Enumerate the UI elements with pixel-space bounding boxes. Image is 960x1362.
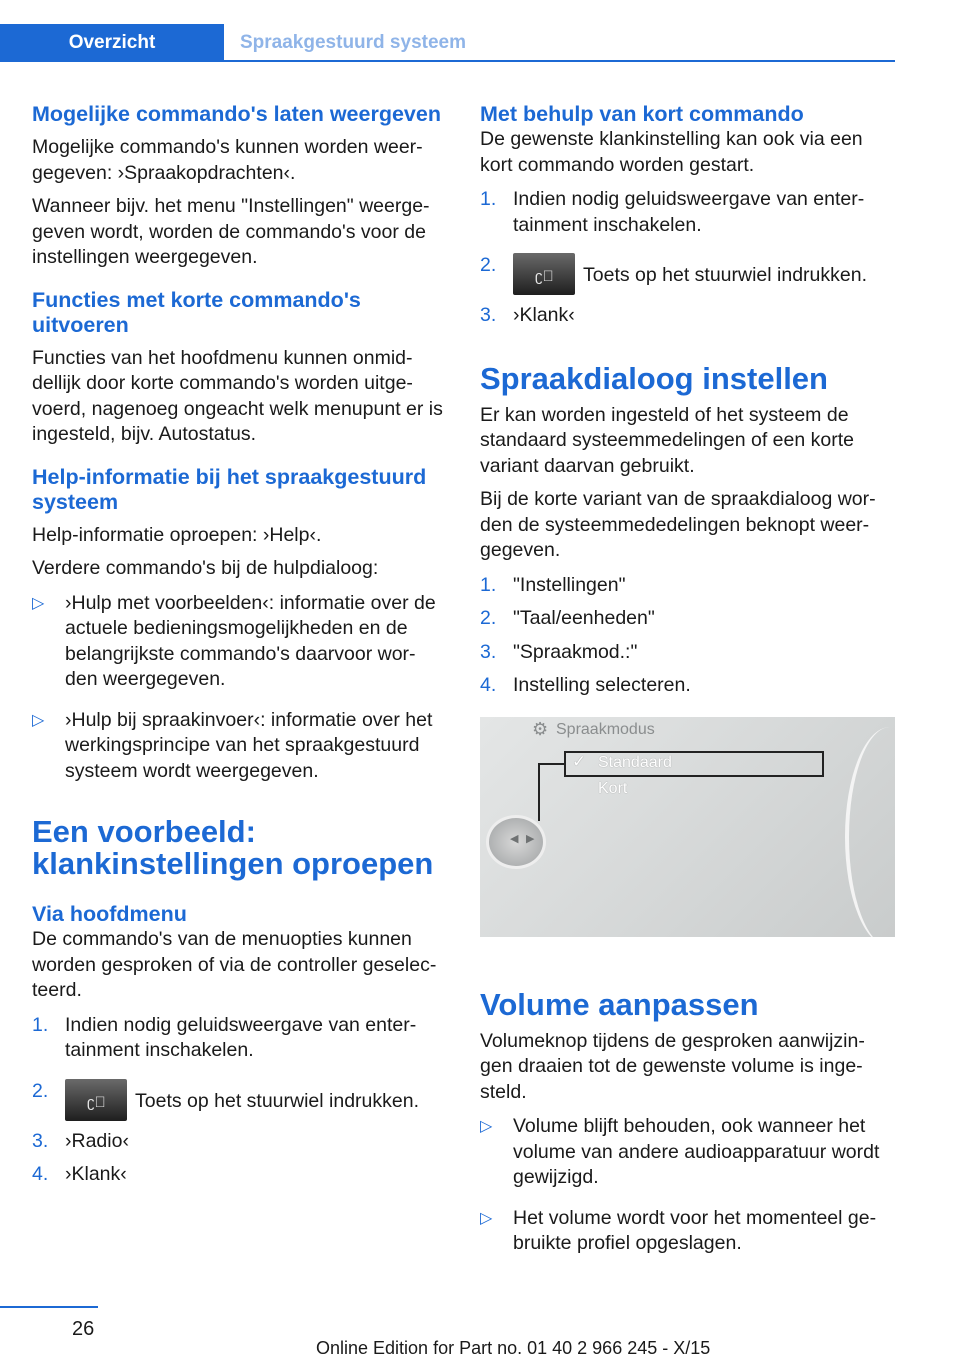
step-number: 3. bbox=[32, 1129, 49, 1152]
paragraph: De commando's van de menuopties kunnen worden gesproken of via de controller geselec-teerd. bbox=[32, 928, 437, 1001]
step-text: ›Radio‹ bbox=[65, 1129, 129, 1152]
step-number: 2. bbox=[32, 1079, 49, 1102]
step-text: Indien nodig geluidsweergave van enter-tainment inschakelen. bbox=[65, 1013, 417, 1061]
voice-command-button-icon: ʗ⃨ bbox=[65, 1079, 127, 1121]
heading-commands: Mogelijke commando's laten weergeven bbox=[32, 102, 441, 126]
step-text-wrapper bbox=[513, 253, 895, 295]
paragraph: Verdere commando's bij de hulpdialoog: bbox=[32, 557, 379, 579]
steps-short-command bbox=[480, 187, 895, 329]
step-number: 2. bbox=[480, 607, 497, 629]
step-number: 4. bbox=[480, 674, 497, 696]
arrow-left-icon: ◀ bbox=[510, 832, 519, 845]
steps-main-menu bbox=[32, 1013, 447, 1188]
step-number: 1. bbox=[32, 1013, 49, 1036]
list-item bbox=[32, 1129, 447, 1155]
step-text: "Instellingen" bbox=[513, 573, 626, 596]
list-item bbox=[480, 187, 895, 238]
heading-short-command: Met behulp van kort commando bbox=[480, 102, 804, 126]
list-item-text: Het volume wordt voor het momenteel ge-bruikte profiel opgeslagen. bbox=[513, 1206, 877, 1254]
heading-example: Een voorbeeld: klankinstellingen oproepen bbox=[32, 814, 434, 881]
left-column bbox=[32, 102, 447, 1196]
callout-line bbox=[538, 763, 566, 765]
list-item bbox=[480, 253, 895, 295]
voice-command-button-icon: ʗ⃨ bbox=[513, 253, 575, 295]
step-text: Toets op het stuurwiel indrukken. bbox=[135, 1089, 419, 1112]
paragraph: De gewenste klankinstelling kan ook via een kort commando worden gestart. bbox=[480, 128, 863, 176]
paragraph: Bij de korte variant van de spraakdialoog wor-den de systeemmededelingen beknopt weer-gegeven. bbox=[480, 488, 876, 561]
checkmark-icon: ✓ bbox=[572, 751, 587, 771]
step-number: 3. bbox=[480, 640, 497, 663]
step-text: "Spraakmod.:" bbox=[513, 640, 638, 663]
paragraph: Volumeknop tijdens de gesproken aanwijzin-gen draaien tot de gewenste volume is inge-steld. bbox=[480, 1029, 865, 1103]
arrow-right-icon: ▶ bbox=[526, 832, 535, 845]
step-text: Toets op het stuurwiel indrukken. bbox=[583, 264, 867, 286]
list-item bbox=[480, 303, 895, 329]
heading-voice-dialog: Spraakdialoog instellen bbox=[480, 360, 828, 396]
heading-short-commands: Functies met korte commando's uitvoeren bbox=[32, 287, 361, 337]
step-number: 1. bbox=[480, 573, 497, 596]
list-item bbox=[480, 673, 895, 699]
screen-option: Kort bbox=[598, 779, 628, 797]
step-text: ›Klank‹ bbox=[513, 304, 575, 326]
list-item bbox=[480, 573, 895, 599]
step-text: Indien nodig geluidsweergave van enter-tainment inschakelen. bbox=[513, 188, 865, 236]
list-item-text: ›Hulp bij spraakinvoer‹: informatie over het werkingsprincipe van het spraakgestuurd systeem wordt weergegeven. bbox=[65, 708, 433, 782]
step-text-wrapper bbox=[65, 1079, 447, 1121]
footer-divider bbox=[0, 1306, 98, 1308]
step-text: Instelling selecteren. bbox=[513, 674, 691, 696]
triangle-bullet-icon: ▷ bbox=[32, 594, 45, 612]
heading-volume: Volume aanpassen bbox=[480, 986, 759, 1022]
list-item bbox=[32, 708, 447, 785]
right-column bbox=[480, 102, 895, 1265]
triangle-bullet-icon: ▷ bbox=[480, 1209, 493, 1227]
step-number: 1. bbox=[480, 188, 497, 210]
step-text: ›Klank‹ bbox=[65, 1163, 127, 1185]
screen-title: Spraakmodus bbox=[556, 720, 655, 738]
screen-option-selected: Standaard bbox=[598, 753, 672, 771]
list-item bbox=[480, 640, 895, 666]
list-item bbox=[480, 1114, 895, 1191]
step-text: "Taal/eenheden" bbox=[513, 607, 655, 629]
list-item-text: ›Hulp met voorbeelden‹: informatie over de actuele bedieningsmogelijkheden en de belangrijkste commando's daarvoor wor-den weergegeven. bbox=[65, 591, 436, 690]
list-item bbox=[32, 1079, 447, 1121]
paragraph: Er kan worden ingesteld of het systeem de standaard systeemmedelingen of een korte variant daarvan gebruikt. bbox=[480, 403, 854, 477]
heading-main-menu: Via hoofdmenu bbox=[32, 902, 187, 926]
paragraph: Mogelijke commando's kunnen worden weer-gegeven: ›Spraakopdrachten‹. bbox=[32, 136, 423, 184]
heading-help: Help-informatie bij het spraakgestuurd systeem bbox=[32, 464, 427, 514]
volume-bullet-list bbox=[480, 1114, 895, 1257]
help-bullet-list bbox=[32, 591, 447, 785]
triangle-bullet-icon: ▷ bbox=[32, 711, 45, 729]
list-item bbox=[32, 1162, 447, 1188]
steps-voice-dialog bbox=[480, 573, 895, 699]
step-number: 3. bbox=[480, 304, 497, 326]
header-bar bbox=[0, 24, 895, 62]
list-item-text: Volume blijft behouden, ook wanneer het volume van andere audioapparatuur wordt gewijzigd. bbox=[513, 1115, 880, 1188]
paragraph: Wanneer bijv. het menu "Instellingen" weerge-geven wordt, worden de commando's voor de instellingen weergegeven. bbox=[32, 195, 430, 268]
footer-edition: Online Edition for Part no. 01 40 2 966 245 - X/15 bbox=[316, 1338, 711, 1358]
list-item bbox=[480, 1206, 895, 1257]
tab-spraakgestuurd-systeem[interactable]: Spraakgestuurd systeem bbox=[240, 32, 466, 53]
idrive-screen-image bbox=[480, 717, 895, 937]
list-item bbox=[32, 591, 447, 693]
list-item bbox=[32, 1013, 447, 1064]
paragraph: Help-informatie oproepen: ›Help‹. bbox=[32, 523, 322, 546]
callout-line bbox=[538, 763, 540, 821]
list-item bbox=[480, 606, 895, 632]
tab-overzicht[interactable]: Overzicht bbox=[0, 24, 224, 62]
scroll-arc bbox=[845, 727, 895, 937]
gear-icon: ⚙ bbox=[532, 718, 549, 739]
step-number: 4. bbox=[32, 1163, 49, 1185]
paragraph: Functies van het hoofdmenu kunnen onmid-dellijk door korte commando's worden uitge-voerd, nagenoeg ongeacht welk menupunt er is ingesteld, bijv. Autostatus. bbox=[32, 346, 443, 445]
step-number: 2. bbox=[480, 254, 497, 276]
triangle-bullet-icon: ▷ bbox=[480, 1118, 493, 1135]
page-number: 26 bbox=[72, 1318, 95, 1340]
